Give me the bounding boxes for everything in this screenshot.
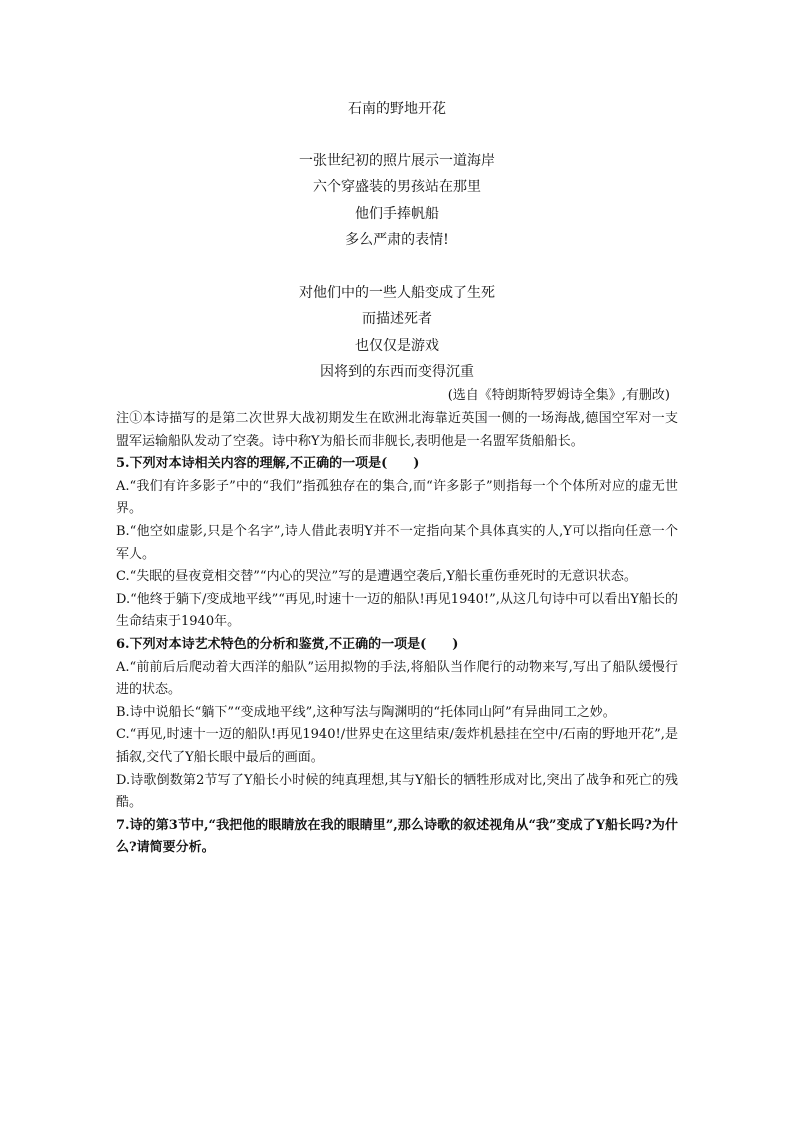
poem-title: 石南的野地开花 bbox=[348, 101, 446, 117]
poem-line: 而描述死者 bbox=[362, 311, 432, 328]
question-6-option-c: C.“再见,时速十一迈的船队!再见1940!/世界史在这里结束/轰炸机悬挂在空中/石南的野地开花”,是插叙,交代了Y船长眼中最后的画面。 bbox=[116, 727, 678, 765]
poem-line: 他们手捧帆船 bbox=[355, 205, 439, 222]
question-5-option-b: B.“他空如虚影,只是个名字”,诗人借此表明Y并不一定指向某个具体真实的人,Y可以指向任意一个军人。 bbox=[116, 523, 678, 562]
poem-stanza-1 bbox=[0, 148, 794, 254]
question-section bbox=[116, 408, 678, 860]
question-6-option-b: B.诗中说船长“躺下”“变成地平线”,这种写法与陶渊明的“托体同山阿”有异曲同工之妙。 bbox=[116, 704, 616, 720]
question-5-option-a: A.“我们有许多影子”中的“我们”指孤独存在的集合,而“许多影子”则指每一个个体所对应的虚无世界。 bbox=[116, 478, 678, 517]
poem-line: 六个穿盛装的男孩站在那里 bbox=[313, 179, 481, 196]
poem-line: 对他们中的一些人船变成了生死 bbox=[299, 285, 495, 301]
poem-line: 一张世纪初的照片展示一道海岸 bbox=[299, 153, 495, 169]
question-5-option-d: D.“他终于躺下/变成地平线”“再见,时速十一迈的船队!再见1940!”,从这几句诗中可以看出Y船长的生命结束于1940年。 bbox=[116, 591, 678, 630]
poem-stanza-2 bbox=[0, 280, 794, 386]
poem-line: 也仅仅是游戏 bbox=[355, 337, 439, 354]
poem-line: 多么严肃的表情! bbox=[345, 232, 449, 249]
question-7-stem: 7.诗的第3节中,“我把他的眼睛放在我的眼睛里”,那么诗歌的叙述视角从“我”变成了Y船长吗?为什么?请简要分析。 bbox=[116, 817, 678, 856]
question-6-option-a: A.“前前后后爬动着大西洋的船队”运用拟物的手法,将船队当作爬行的动物来写,写出了船队缓慢行进的状态。 bbox=[116, 659, 678, 698]
footnote: 注①本诗描写的是第二次世界大战初期发生在欧洲北海靠近英国一侧的一场海战,德国空军对一支盟军运输船队发动了空袭。诗中称Y为船长而非舰长,表明他是一名盟军货船船长。 bbox=[116, 411, 678, 449]
poem-source: (选自《特朗斯特罗姆诗全集》,有删改) bbox=[447, 388, 670, 403]
question-6-option-d: D.诗歌倒数第2节写了Y船长小时候的纯真理想,其与Y船长的牺牲形成对比,突出了战争和死亡的残酷。 bbox=[116, 772, 678, 811]
question-5-option-c: C.“失眠的昼夜竟相交替”“内心的哭泣”写的是遭遇空袭后,Y船长重伤垂死时的无意识状态。 bbox=[116, 569, 637, 585]
question-6-stem: 6.下列对本诗艺术特色的分析和鉴赏,不正确的一项是( ) bbox=[116, 636, 459, 652]
poem-line: 因将到的东西而变得沉重 bbox=[320, 364, 474, 381]
question-5-stem: 5.下列对本诗相关内容的理解,不正确的一项是( ) bbox=[116, 456, 420, 472]
